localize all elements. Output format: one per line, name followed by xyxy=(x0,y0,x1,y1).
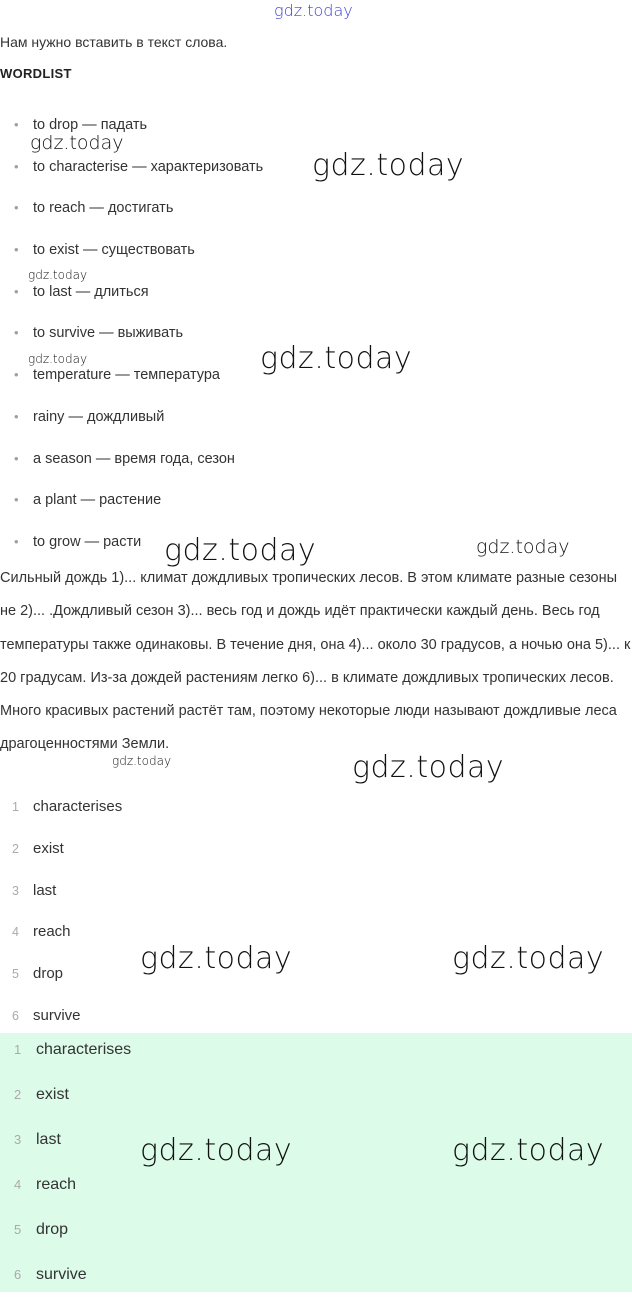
answer-item xyxy=(14,1128,131,1173)
wordlist-item: • to characterise — характеризовать xyxy=(14,156,263,198)
watermark-top: gdz.today xyxy=(274,1,353,20)
answer-number: 5 xyxy=(14,1222,22,1237)
watermark: gdz.today xyxy=(452,1133,605,1168)
answer-item xyxy=(12,963,122,1005)
answer-number: 3 xyxy=(12,883,19,898)
answer-word: reach xyxy=(33,923,71,941)
answer-number: 1 xyxy=(14,1042,22,1057)
answer-word: drop xyxy=(36,1221,69,1238)
answer-word: exist xyxy=(36,1086,69,1103)
watermark: gdz.today xyxy=(312,148,465,183)
answer-word: last xyxy=(36,1131,61,1148)
answer-number: 2 xyxy=(12,841,19,856)
answer-word: drop xyxy=(33,965,64,983)
answer-number: 5 xyxy=(12,967,19,982)
answer-word: characterises xyxy=(33,798,123,815)
answer-number: 2 xyxy=(14,1087,22,1102)
answer-item xyxy=(12,880,122,922)
wordlist-title: WORDLIST xyxy=(0,66,72,81)
answer-word: survive xyxy=(36,1266,87,1283)
wordlist-item: • temperature — температура xyxy=(14,364,263,406)
watermark: gdz.today xyxy=(140,941,293,976)
wordlist-item: • to reach — достигать xyxy=(14,197,263,239)
answer-item xyxy=(14,1038,131,1083)
wordlist-item: • to exist — существовать xyxy=(14,239,263,281)
wordlist xyxy=(14,114,263,573)
answer-number: 4 xyxy=(14,1177,22,1192)
watermark: gdz.today xyxy=(476,536,570,558)
wordlist-item: • a plant — растение xyxy=(14,489,263,531)
answer-number: 6 xyxy=(14,1267,22,1282)
watermark: gdz.today xyxy=(112,754,172,768)
wordlist-item: • to survive — выживать xyxy=(14,322,263,364)
answer-number: 3 xyxy=(14,1132,22,1147)
answer-word: characterises xyxy=(36,1041,132,1058)
answer-item xyxy=(14,1173,131,1218)
answer-number: 6 xyxy=(12,1008,19,1023)
watermark: gdz.today xyxy=(260,341,413,376)
answer-number: 1 xyxy=(12,800,19,814)
wordlist-item: • to last — длиться xyxy=(14,281,263,323)
exercise-paragraph: Сильный дождь 1)... климат дождливых тропических лесов. В этом климате разные сезоны не 2)... .Дождливый сезон 3)... весь год и дождь идёт практически каждый день. Весь год температуры также одинаковы. В течение дня, она 4)... около 30 градусов, а ночью она 5)... к 20 градусам. Из-за дождей растениям легко 6)... в климате дождливых тропических лесов. Много красивых растений растёт там, поэтому некоторые люди называют дождливые леса драгоценностями Земли. xyxy=(0,570,631,753)
answer-word: reach xyxy=(36,1176,77,1193)
watermark: gdz.today xyxy=(28,268,88,282)
answer-number: 4 xyxy=(12,925,19,940)
wordlist-item: • a season — время года, сезон xyxy=(14,448,263,490)
answer-item xyxy=(12,921,122,963)
answer-word: exist xyxy=(33,839,64,857)
watermark: gdz.today xyxy=(452,941,605,976)
highlighted-answer-list xyxy=(14,1038,131,1308)
watermark: gdz.today xyxy=(164,533,317,568)
wordlist-item: • rainy — дождливый xyxy=(14,406,263,448)
watermark: gdz.today xyxy=(352,750,505,785)
intro-text: Нам нужно вставить в текст слова. xyxy=(0,34,228,50)
answer-word: last xyxy=(33,881,57,899)
watermark: gdz.today xyxy=(28,352,88,366)
answer-item xyxy=(14,1218,131,1263)
answer-word: survive xyxy=(33,1006,81,1024)
answer-item xyxy=(12,796,122,838)
wordlist-item: • to drop — падать xyxy=(14,114,263,156)
watermark: gdz.today xyxy=(140,1133,293,1168)
answer-item xyxy=(14,1263,131,1308)
answer-list xyxy=(12,796,122,1047)
answer-item xyxy=(14,1083,131,1128)
watermark: gdz.today xyxy=(30,132,124,154)
answer-item xyxy=(12,838,122,880)
wordlist-item: • to grow — расти xyxy=(14,531,263,573)
